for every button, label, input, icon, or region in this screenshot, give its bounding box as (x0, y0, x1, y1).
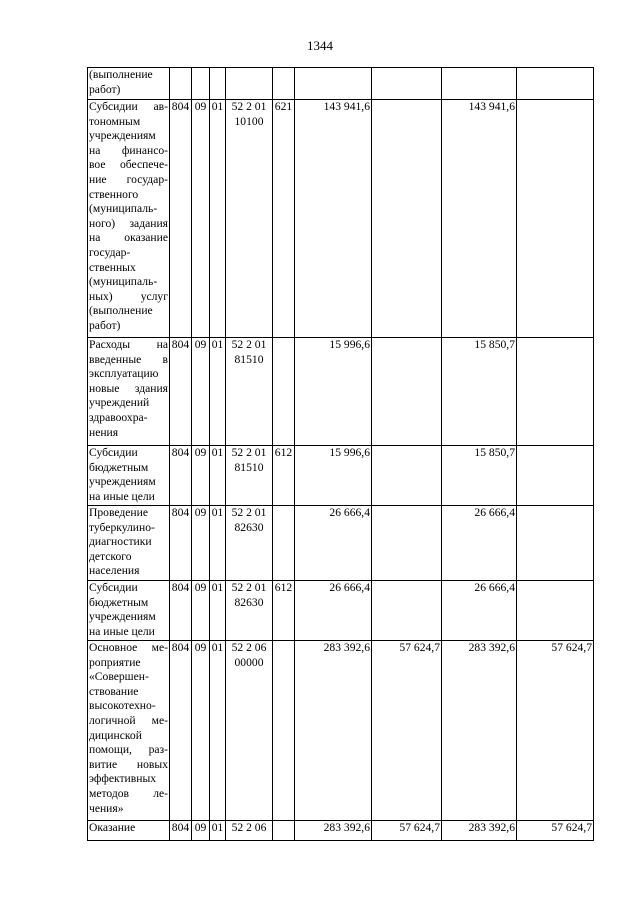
expense-name-line: высокотехно- (89, 699, 156, 713)
amount-subvention-2 (517, 68, 594, 100)
amount-total-2: 143 941,6 (442, 100, 517, 338)
expense-name-line: учреждений (89, 396, 150, 410)
table-row (88, 338, 594, 446)
amount-total-2: 283 392,6 (442, 821, 517, 841)
amount-total-2: 26 666,4 (442, 581, 517, 641)
expense-name-line: государ- (89, 245, 131, 259)
amount-subvention-2: 57 624,7 (517, 641, 594, 821)
expense-name-line: Субсидии (89, 581, 138, 594)
ministry-code: 804 (170, 581, 192, 641)
amount-total-2 (442, 68, 517, 100)
expense-name-line: эффективных (89, 772, 157, 786)
amount-subvention-2 (517, 100, 594, 338)
expense-name-line: учреждениям (89, 129, 156, 143)
expense-name-line: ственных (89, 260, 136, 274)
expense-name-line: чения» (89, 801, 124, 815)
target-article-line: 82630 (234, 595, 264, 609)
expense-name (88, 641, 170, 821)
expense-name-line: бюджетным (89, 595, 149, 609)
section-code (192, 68, 210, 100)
expense-name-line: роприятие (89, 655, 141, 669)
target-article-line: 52 2 01 (231, 446, 267, 459)
amount-total-1: 143 941,6 (295, 100, 372, 338)
subsection-code (210, 68, 226, 100)
amount-total-2: 15 850,7 (442, 338, 517, 446)
subsection-code: 01 (210, 581, 226, 641)
target-article (226, 338, 273, 446)
expense-name-line: на иные цели (89, 489, 155, 503)
expense-type-code: 621 (273, 100, 295, 338)
expense-type-code (273, 641, 295, 821)
expense-name-line: детского (89, 549, 132, 563)
expense-name-line: вое обеспече- (89, 158, 168, 172)
subsection-code: 01 (210, 100, 226, 338)
expense-name-line: витие новых (89, 757, 168, 771)
amount-subvention-2 (517, 338, 594, 446)
expense-name-line: Проведение (89, 506, 148, 519)
amount-subvention-1 (372, 68, 442, 100)
table-body (88, 68, 594, 841)
expense-name-line: введенные в (89, 352, 168, 366)
expense-name-line: ных) услуг (89, 289, 168, 303)
target-article-line: 52 2 01 (231, 581, 267, 594)
target-article (226, 581, 273, 641)
expense-type-code (273, 506, 295, 581)
expense-name-line: «Совершен- (89, 670, 149, 684)
subsection-code: 01 (210, 446, 226, 506)
expense-name-line: на иные цели (89, 624, 155, 638)
amount-subvention-2: 57 624,7 (517, 821, 594, 841)
expense-type-code (273, 68, 295, 100)
table-row (88, 100, 594, 338)
expense-name-line: ствование (89, 684, 139, 698)
amount-subvention-1 (372, 446, 442, 506)
ministry-code: 804 (170, 338, 192, 446)
expense-name-line: бюджетным (89, 460, 149, 474)
table-row (88, 821, 594, 841)
amount-total-1: 283 392,6 (295, 821, 372, 841)
amount-subvention-1: 57 624,7 (372, 821, 442, 841)
expense-type-code (273, 821, 295, 841)
table-row (88, 581, 594, 641)
expense-name-line: новые здания (89, 381, 168, 395)
amount-subvention-1 (372, 100, 442, 338)
target-article (226, 446, 273, 506)
section-code: 09 (192, 506, 210, 581)
expense-name-line: на финансо- (89, 143, 168, 157)
subsection-code: 01 (210, 641, 226, 821)
expense-name-line: (выполнение (89, 304, 153, 318)
target-article-line: 00000 (234, 655, 264, 669)
expense-name-line: Субсидии ав- (89, 100, 168, 113)
expense-name-line: работ) (89, 82, 121, 96)
expense-name-line: населения (89, 564, 140, 578)
subsection-code: 01 (210, 338, 226, 446)
target-article-line: 52 2 06 (231, 641, 267, 654)
expense-name (88, 100, 170, 338)
table-row (88, 641, 594, 821)
expense-type-code: 612 (273, 446, 295, 506)
amount-subvention-2 (517, 446, 594, 506)
expense-name-line: учреждениям (89, 475, 156, 489)
target-article-line: 81510 (234, 352, 264, 366)
ministry-code: 804 (170, 641, 192, 821)
section-code: 09 (192, 641, 210, 821)
expense-name-line: учреждениям (89, 610, 156, 624)
expense-name-line: Основное ме- (89, 641, 168, 654)
expense-name-line: тономным (89, 114, 141, 128)
amount-total-2: 15 850,7 (442, 446, 517, 506)
target-article-line: 52 2 01 (231, 100, 267, 113)
expense-name-line: (выполнение (89, 68, 153, 81)
target-article-line: 82630 (234, 520, 264, 534)
ministry-code: 804 (170, 446, 192, 506)
amount-subvention-1 (372, 506, 442, 581)
expense-type-code: 612 (273, 581, 295, 641)
expense-name-line: Расходы на (89, 338, 168, 351)
section-code: 09 (192, 821, 210, 841)
amount-subvention-1 (372, 581, 442, 641)
target-article-line: 52 2 06 (231, 821, 267, 834)
target-article-line: 52 2 01 (231, 506, 267, 519)
page-number: 1344 (307, 38, 333, 53)
expense-name-line: диагностики (89, 535, 152, 549)
expense-name-line: работ) (89, 318, 121, 332)
expense-name (88, 581, 170, 641)
expense-name-line: на оказание (89, 231, 168, 245)
expense-name (88, 821, 170, 841)
amount-total-2: 283 392,6 (442, 641, 517, 821)
expense-name-line: Субсидии (89, 446, 138, 459)
expense-name-line: туберкулино- (89, 520, 155, 534)
subsection-code: 01 (210, 821, 226, 841)
subsection-code: 01 (210, 506, 226, 581)
expense-name-line: логичной ме- (89, 713, 168, 727)
target-article (226, 821, 273, 841)
expense-name-line: (муниципаль- (89, 275, 158, 289)
amount-total-1: 283 392,6 (295, 641, 372, 821)
ministry-code: 804 (170, 506, 192, 581)
expense-name-line: здравоохра- (89, 410, 148, 424)
target-article (226, 506, 273, 581)
expense-name-line: ственного (89, 187, 139, 201)
amount-total-2: 26 666,4 (442, 506, 517, 581)
amount-total-1: 15 996,6 (295, 446, 372, 506)
expense-name (88, 506, 170, 581)
budget-table (87, 67, 594, 841)
target-article-line: 81510 (234, 460, 264, 474)
ministry-code: 804 (170, 100, 192, 338)
target-article-line: 52 2 01 (231, 338, 267, 351)
ministry-code (170, 68, 192, 100)
expense-name-line: Оказание (89, 821, 136, 834)
amount-total-1: 26 666,4 (295, 506, 372, 581)
target-article (226, 100, 273, 338)
expense-name-line: нения (89, 425, 119, 439)
target-article (226, 641, 273, 821)
expense-name-line: (муниципаль- (89, 202, 158, 216)
expense-name-line: эксплуатацию (89, 367, 159, 381)
expense-name (88, 338, 170, 446)
expense-name (88, 68, 170, 100)
amount-subvention-2 (517, 581, 594, 641)
expense-name-line: дицинской (89, 728, 142, 742)
expense-name (88, 446, 170, 506)
section-code: 09 (192, 446, 210, 506)
expense-type-code (273, 338, 295, 446)
table-row (88, 446, 594, 506)
amount-total-1 (295, 68, 372, 100)
amount-subvention-1 (372, 338, 442, 446)
section-code: 09 (192, 100, 210, 338)
table-row (88, 68, 594, 100)
amount-subvention-2 (517, 506, 594, 581)
amount-total-1: 15 996,6 (295, 338, 372, 446)
amount-subvention-1: 57 624,7 (372, 641, 442, 821)
expense-name-line: методов ле- (89, 786, 168, 800)
section-code: 09 (192, 338, 210, 446)
amount-total-1: 26 666,4 (295, 581, 372, 641)
expense-name-line: ние государ- (89, 172, 168, 186)
expense-name-line: ного) задания (89, 216, 168, 230)
target-article-line: 10100 (234, 114, 264, 128)
section-code: 09 (192, 581, 210, 641)
ministry-code: 804 (170, 821, 192, 841)
table-row (88, 506, 594, 581)
expense-name-line: помощи, раз- (89, 743, 168, 757)
target-article (226, 68, 273, 100)
